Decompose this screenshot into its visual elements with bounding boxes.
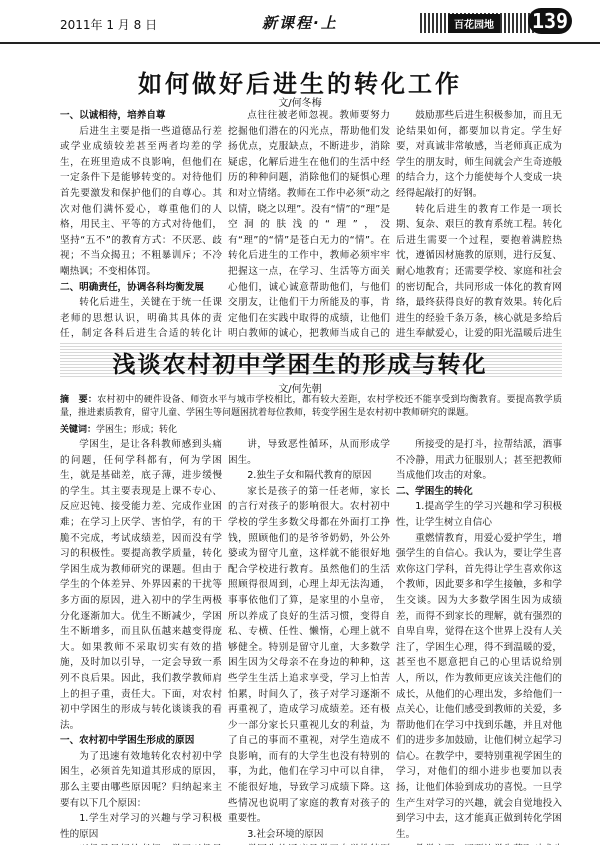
article1-column-3 — [396, 108, 562, 342]
article2-keywords — [60, 422, 562, 435]
abstract-text: 农村初中的硬件设备、师资水平与城市学校相比，都有较大差距，农村学校还不能享受到均衡教育。要提高教学质量，推进素质教育，留守儿童、学困生等问题困扰着每位教师，转变学困生是农村初中教师研究的课题。 — [60, 395, 562, 418]
article2-author: 文/何先朝 — [278, 384, 322, 395]
paragraph: 1.提高学生的学习兴趣和学习积极性，让学生树立自信心 — [396, 501, 562, 528]
paragraph: 点往往被老师忽视。教师要努力挖掘他们潜在的闪光点，帮助他们发扬优点，克服缺点，不断进步，消除疑虑，化解后进生在他们的生活中经历的种种问题，消除他们的疑惧心理和对立情绪。教师在工作中必须“动之以情，晓之以理”。没有“情”的“理”是空洞的肤浅的“理”，没有“理”的“情”是苍白无力的“情”。在转化后进生的工作中，教师必须牢牢把握这一点，在学习、生活等方面关心他们，诚心诚意帮助他们，与他们交朋友，让他们干力所能及的事，肯定他们在实践中取得的成绩，让他们明白教师的诚心，把教师当成自己的 — [228, 110, 390, 340]
article2-column-1 — [60, 437, 222, 845]
section-heading: 二、学困生的转化 — [396, 485, 473, 497]
paragraph — [396, 842, 562, 845]
section-heading: 一、以诚相待，培养自尊 — [60, 110, 166, 121]
article1-author: 文/何冬梅 — [278, 98, 322, 109]
paragraph: 学困生，是让各科教师感到头痛的问题，任何学科都有，何为学困生，就是基础差，底子薄，进步缓慢的学生。其主要表现是上课不专心、反应迟钝、接受能力差、完成作业困难；在学习上厌学、害怕学，有的干脆不完成，考试成绩差，因而没有学习的积极性。要提高教学质量，转化学困生成为教师研究的课题。但由于学生的个体差异、外界因素的干扰等多方面的原因，进入初中的学生两极分化逐渐加大。优生不断减少，学困生不断增多，而且队伍越来越变得庞大。如果教师不采取切实有效的措施，及时加以引导，一定会导致一系列不良后果。因此，我们教学教师肩上的担子重，责任大。下面，对农村初中学困生的形成与转化谈谈我的看法。 — [60, 439, 222, 731]
keywords-text: 学困生；形成；转化 — [96, 425, 178, 435]
section-heading: 一、农村初中学困生形成的原因 — [60, 735, 195, 747]
paragraph: 讲，导致恶性循环，从而形成学困生。 — [228, 439, 390, 466]
paragraph: 所接受的是打斗，拉帮结派，酒事不冷静，用武力征服别人；甚至把教师当成他们攻击的对象。 — [396, 439, 562, 482]
article2-column-2 — [228, 437, 390, 845]
paragraph: 转化后进生，关键在于统一任课老师的思想认识，明确其具体的责任，制定各科后进生合适的转化计 — [60, 297, 222, 340]
journal-name: 新课程·上 — [262, 14, 338, 32]
section-tab: 百花园地 — [448, 14, 500, 33]
paragraph: 为了迅速有效地转化农村初中学困生，必须首先知道其形成的原因，那么主要由哪些原因呢？归纳起来主要有以下几个原因： — [60, 750, 222, 809]
paragraph: 后进生主要是指一些道德品行差或学业成绩较差甚至两者均差的学生，在班里造成不良影响，但他们在一定条件下是能够转变的。对待他们首先要激发和保护他们的自尊心。其次对他们满怀爱心，尊重他们的人格，用民主、平等的方式对待他们，坚持“五不”的教育方式：不厌恶、歧视；不当众揭丑；不粗暴训斥；不冷嘲热讽；不变相体罚。 — [60, 125, 222, 277]
paragraph: 家长是孩子的第一任老师，家长的言行对孩子的影响很大。农村初中学校的学生多数父母都在外面打工挣钱，照顾他们的是爷爷奶奶，外公外婆或为留守儿童，这样就不能很好地配合学校进行教育。虽然他们的生活照顾得很周到，心理上却无法沟通，事事依他们了算，是家里的小皇帝，所以养成了良好的生活习惯，变得自私、专横、任性、懒惰，心理上就不够健全。特别是留守儿童，大多数学困生因为父母亲不在身边的种种，这些学生生活上追求享受，学习上怕苦怕累，时间久了，孩子对学习逐渐不再重视了，造成学习成绩差。还有极少一部分家长只重视儿女的利益，为了自己的事而不重视，对学生造成不良影响，而有的大学生也没有特别的事，为此，他们在学习中可以自律，不能很好地，导致学习成绩下降。这些情况也说明了家庭的教育对孩子的重要性。 — [228, 485, 390, 825]
article1-column-2 — [228, 108, 390, 342]
paragraph: 鼓励那些后进生积极参加，而且无论结果如何，都要加以肯定。学生好要，对真诚非常敏感，当老师真正成为学生的朋友时，师生间就会产生奇迹般的结合力，这个力能使每个人变成一块经得起敲打的好钢。 — [396, 110, 562, 199]
paragraph: 1.学生对学习的兴趣与学习积极性的原因 — [60, 813, 222, 840]
article1-column-1 — [60, 108, 222, 342]
article1-title: 如何做好后进生的转化工作 — [138, 70, 462, 98]
paragraph: 重燃情教育，用爱心爱护学生，增强学生的自信心。我认为，要让学生喜欢你这门学科，首先得让学生喜欢你这个教师，因此要多和学生接触，多和学生交谈。因为大多数学困生因为成绩差，而得不到家长的理解，就有强烈的自卑自卑，觉得在这个世界上没有人关注了，学困生心理，得不到温暖的爱，甚至也不愿意把自己的心里话说给别人，所以，作为教师更应该关注他们的成长，从他们的心理出发，多给他们一点关心，让他们感受到教师的关爱，多帮助他们在学习中找到乐趣，并且对他们的进步多加鼓励，让他们树立起学习信心。在教学中，要特别重视学困生的学习，对他们的细小进步也要加以表扬，让他们体验到成功的喜悦。一旦学生产生对学习的兴趣，就会自觉地投入到学习中去，这才能真正做到转化学困生。 — [396, 532, 562, 840]
paragraph — [228, 842, 390, 845]
paragraph — [60, 842, 222, 845]
paragraph: 转化后进生的教育工作是一项长期、复杂、艰巨的教育系统工程。转化后进生需要一个过程，要抱着满腔热忱，遵循因材施教的原则，进行反复、耐心地教育；还需要学校、家庭和社会的密切配合，共同形成一体化的教育网络，最终获得良好的教育效果。转化后进生的经验千条万条，核心就是多给后进生奉献爱心，让爱的阳光温暖后进生 — [396, 203, 562, 340]
section-heading: 二、明确责任，协调各科均衡发展 — [60, 281, 204, 293]
article2-abstract — [60, 394, 562, 420]
keywords-label: 关键词： — [60, 425, 97, 435]
article2-title: 浅谈农村初中学困生的形成与转化 — [112, 352, 488, 378]
paragraph: 2.独生子女和隔代教育的原因 — [247, 470, 372, 482]
paragraph: 3.社会环境的原因 — [247, 828, 324, 840]
page-number: 139 — [528, 8, 572, 34]
article2-column-3 — [396, 437, 562, 845]
issue-date: 2011年 1 月 8 日 — [60, 18, 158, 32]
abstract-label: 摘 要： — [60, 395, 98, 405]
page-header — [0, 0, 600, 44]
